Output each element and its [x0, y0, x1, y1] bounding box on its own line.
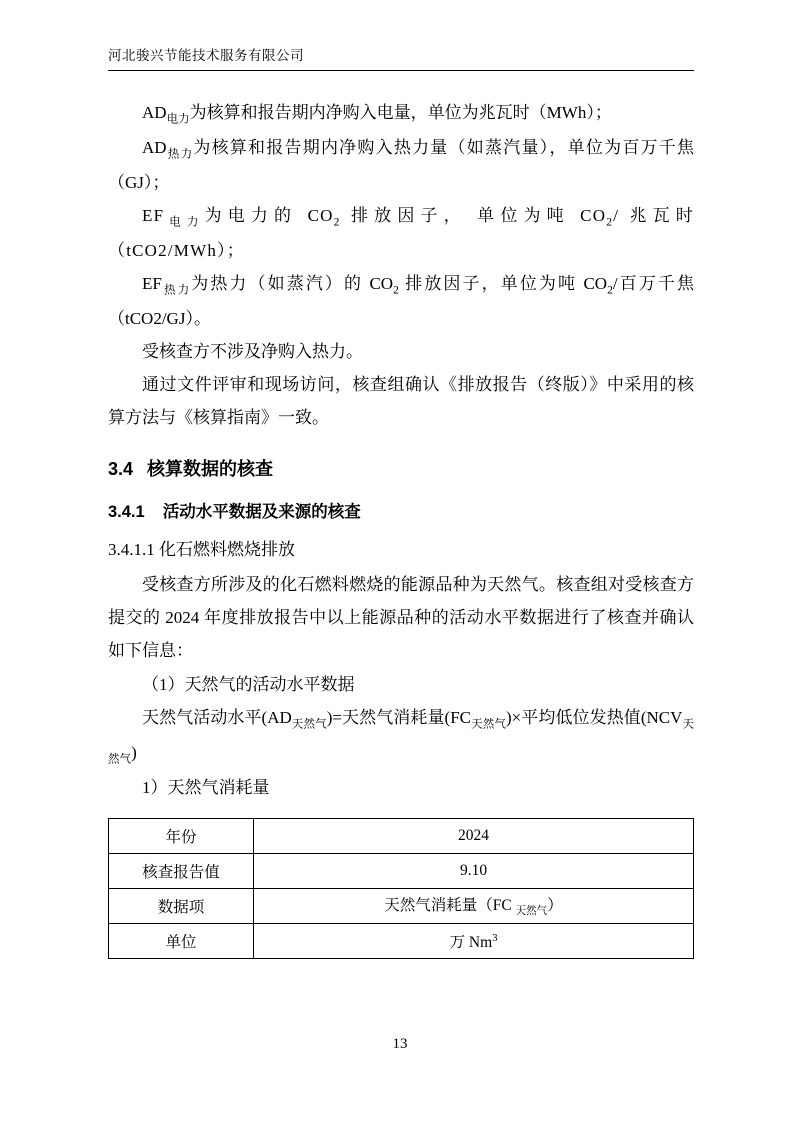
formula-subscript-1: 天然气 — [291, 717, 327, 731]
table-value-year: 2024 — [254, 818, 694, 853]
ef-electricity-mid: 为电力的 CO — [204, 206, 334, 226]
table-value-unit: 万 Nm$^3$ — [254, 923, 694, 958]
table-label-data-item: 数据项 — [109, 888, 254, 923]
ad-electricity-subscript: 电力 — [166, 112, 190, 126]
formula-subscript-2: 天然气 — [471, 717, 506, 731]
paragraph-ad-electricity — [108, 96, 694, 131]
co2-subscript-4: 2 — [607, 283, 613, 297]
page-number: 13 — [392, 1036, 408, 1052]
page-header: 河北骏兴节能技术服务有限公司 — [108, 44, 694, 71]
section-number-3-4-1: 3.4.1 — [108, 503, 145, 522]
ad-heat-text: 为核算和报告期内净购入热力量（如蒸汽量），单位为百万千焦（GJ）； — [108, 137, 695, 192]
paragraph-item-1: （1）天然气的活动水平数据 — [142, 674, 355, 694]
paragraph-no-heat-purchase: 受核查方不涉及净购入热力。 — [142, 342, 363, 362]
formula-subscript-3: 天然气 — [108, 717, 695, 765]
table-row — [109, 923, 694, 958]
subsection-heading-3-4-1-1: 3.4.1.1 化石燃料燃烧排放 — [108, 539, 295, 559]
table-row — [109, 853, 694, 888]
formula-mid: )=天然气消耗量(FC — [326, 707, 471, 727]
section-number-3-4: 3.4 — [108, 458, 134, 479]
section-title-3-4-1: 活动水平数据及来源的核查 — [162, 503, 361, 522]
section-title-3-4: 核算数据的核查 — [147, 458, 274, 479]
table-value-data-item: 天然气消耗量（FC $_{天然气}$） — [254, 888, 694, 923]
paragraph-method-consistency: 通过文件评审和现场访问，核查组确认《排放报告（终版）》中采用的核算方法与《核算指南》一致。 — [108, 375, 694, 428]
formula-post: )×平均低位发热值(NCV — [505, 707, 683, 727]
co2-subscript-1: 2 — [333, 215, 341, 229]
ad-heat-subscript: 热力 — [166, 147, 194, 161]
formula-pre: 天然气活动水平(AD — [142, 707, 292, 727]
table-label-verified-value: 核查报告值 — [109, 853, 254, 888]
ef-electricity-tail: / 兆瓦时（tCO2/MWh）； — [108, 206, 695, 260]
natural-gas-consumption-table — [108, 818, 694, 959]
section-heading-3-4-1 — [108, 499, 694, 525]
formula-tail: ) — [131, 742, 137, 762]
ad-heat-symbol: AD — [142, 137, 167, 157]
table-row — [109, 888, 694, 923]
ef-heat-symbol: EF — [142, 274, 162, 294]
paragraph-fuel-type: 受核查方所涉及的化石燃料燃烧的能源品种为天然气。核查组对受核查方提交的 2024 年度排放报告中以上能源品种的活动水平数据进行了核查并确认如下信息： — [108, 575, 694, 661]
table-body — [109, 818, 694, 958]
ef-heat-mid: 为热力（如蒸汽）的 CO — [191, 274, 394, 294]
co2-subscript-3: 2 — [393, 283, 399, 297]
ef-heat-post: 排放因子，单位为吨 CO — [398, 274, 608, 294]
table-value-verified-value: 9.10 — [254, 853, 694, 888]
ef-electricity-symbol: EF — [142, 206, 165, 226]
ef-electricity-post: 排放因子， 单位为吨 CO — [340, 206, 607, 226]
page-content — [108, 96, 694, 959]
paragraph-ef-heat — [108, 267, 694, 335]
ef-electricity-subscript: 电力 — [164, 215, 205, 229]
section-heading-3-4 — [108, 455, 694, 484]
paragraph-item-1-1: 1）天然气消耗量 — [142, 777, 270, 797]
ef-heat-tail: /百万千焦（tCO2/GJ）。 — [108, 274, 694, 329]
ef-heat-subscript: 热力 — [161, 283, 192, 297]
ad-electricity-text: 为核算和报告期内净购入电量，单位为兆瓦时（MWh）； — [189, 103, 612, 122]
table-row — [109, 818, 694, 853]
paragraph-ef-electricity — [108, 199, 694, 267]
paragraph-formula — [108, 701, 694, 771]
co2-subscript-2: 2 — [606, 215, 614, 229]
paragraph-ad-heat — [108, 131, 694, 199]
ad-electricity-symbol: AD — [142, 103, 167, 122]
table-label-year: 年份 — [109, 818, 254, 853]
table-label-unit: 单位 — [109, 923, 254, 958]
